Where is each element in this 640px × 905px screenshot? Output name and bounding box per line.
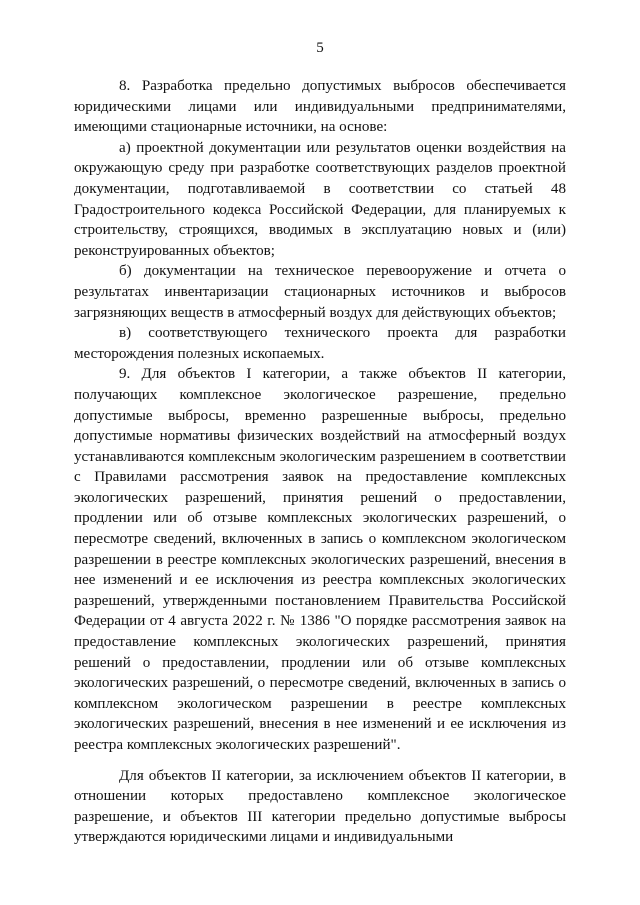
page-number: 5 [316, 40, 324, 56]
paragraph-category-ii-iii: Для объектов II категории, за исключением объектов II категории, в отношении которых предоставлено комплексное экологическое разрешение, и объектов III категории предельно допустимые выбросы утверждаются юридическими лицами и индивидуальными [74, 767, 566, 846]
paragraph-8a: а) проектной документации или результатов оценки воздействия на окружающую среду при разработке соответствующих разделов проектной документации, подготавливаемой в соответствии со статьей 48 Градостроительного кодекса Российской Федерации, для планируемых к строительству, строящихся, вводимых в эксплуатацию новых и (или) реконструированных объектов; [74, 139, 566, 259]
paragraph-8b: б) документации на техническое перевооружение и отчета о результатах инвентаризации стационарных источников и выбросов загрязняющих веществ в атмосферный воздух для действующих объектов; [74, 263, 566, 321]
document-body [74, 76, 566, 848]
paragraph-8v: в) соответствующего технического проекта для разработки месторождения полезных ископаемых. [74, 325, 566, 362]
paragraph-8-intro: 8. Разработка предельно допустимых выбросов обеспечивается юридическими лицами или индивидуальными предпринимателями, имеющими стационарные источники, на основе: [74, 78, 566, 136]
paragraph-9: 9. Для объектов I категории, а также объектов II категории, получающих комплексное экологическое разрешение, предельно допустимые выбросы, временно разрешенные выбросы, предельно допустимые нормативы физических воздействий на атмосферный воздух устанавливаются комплексным экологическим разрешением в соответствии с Правилами рассмотрения заявок на предоставление комплексных экологических разрешений, принятия решений о предоставлении, продлении или об отзыве комплексных экологических разрешений, о пересмотре сведений, включенных в запись о комплексном экологическом разрешении в реестре комплексных экологических разрешений, внесения в нее изменений и ее исключения из реестра комплексных экологических разрешений, утвержденными постановлением Правительства Российской Федерации от 4 августа 2022 г. № 1386 "О порядке рассмотрения заявок на предоставление комплексных экологических разрешений, принятия решений о предоставлении, продлении или об отзыве комплексных экологических разрешений, о пересмотре сведений, включенных в запись о комплексном экологическом разрешении в реестре комплексных экологических разрешений, внесения в нее изменений и ее исключения из реестра комплексных экологических разрешений". [74, 366, 566, 753]
